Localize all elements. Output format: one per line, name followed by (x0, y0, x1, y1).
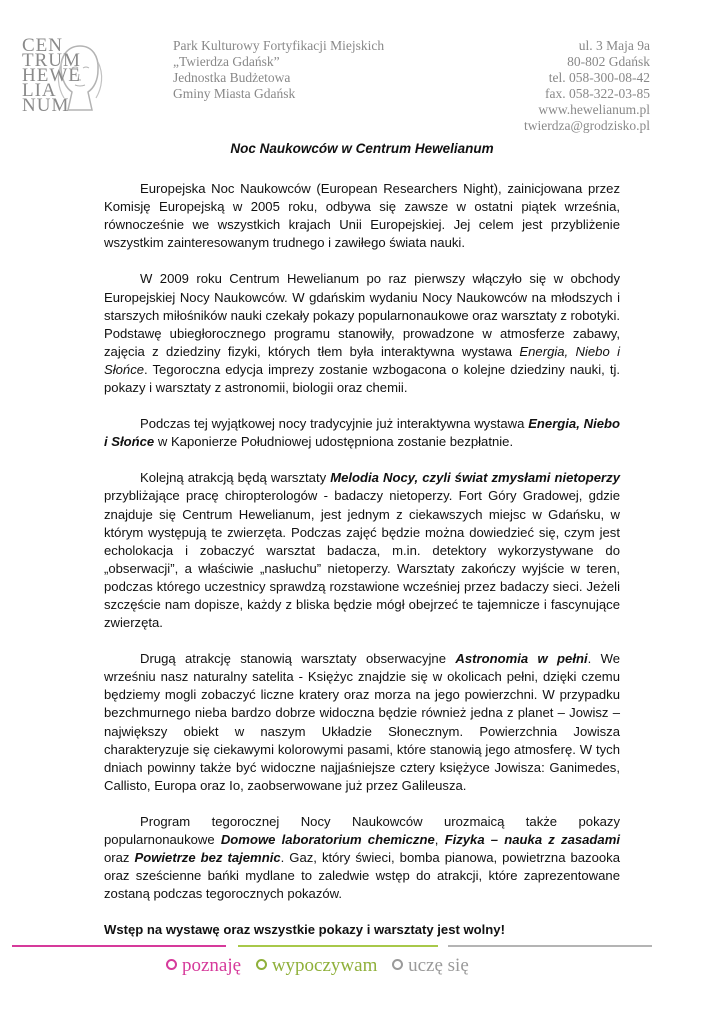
paragraph-bats (104, 469, 620, 632)
org-line: Gminy Miasta Gdańsk (173, 86, 296, 101)
text-span: Kolejną atrakcją będą warsztaty (140, 470, 331, 486)
footer-divider (12, 945, 652, 949)
postal-line: 80-802 Gdańsk (567, 54, 650, 69)
slogan-word: poznaję (182, 955, 242, 976)
logo-line: TRUM (22, 50, 81, 71)
org-line: „Twierdza Gdańsk” (173, 54, 280, 69)
logo-line: HEWE (22, 65, 81, 86)
logo-wordmark (22, 35, 142, 116)
paragraph-2009 (104, 270, 620, 397)
logo-line: NUM (22, 95, 70, 116)
text-span: Drugą atrakcję stanowią warsztaty obserwacyjne (140, 651, 456, 667)
paragraph-intro: Europejska Noc Naukowców (European Researchers Night), zainicjowana przez Komisję Europejską w 2005 roku, odbywa się zawsze w ostatni piątek września, równocześnie we wszystkich krajach Unii Europejskiej. Jej celem jest przybliżenie wszystkim zainteresowanym trudnego i zawiłego świata nauki. (104, 181, 620, 251)
text-span: W 2009 roku Centrum Hewelianum po raz pierwszy włączyło się w obchody Europejskiej Nocy Naukowców. W gdańskim wydaniu Nocy Naukowców na młodszych i starszych miłośników nauki czekały pokazy popularnonaukowe oraz warsztaty z robotyki. Podstawę ubiegłorocznego programu stanowiły, prowadzone w atmosferze zabawy, zajęcia z dziedziny fizyki, których tłem była interaktywna wystawa (104, 271, 620, 359)
workshop-name: Melodia Nocy, czyli świat zmysłami nietoperzy (330, 470, 620, 486)
exhibition-name: Energia, Niebo i Słońce (104, 416, 620, 450)
text-span: . We wrześniu nasz naturalny satelita - Księżyc znajdzie się w okolicach pełni, dzięki czemu będziemy mogli zobaczyć liczne kratery oraz morza na jego powierzchni. W przypadku bezchmurnego nieba bardzo dobrze widoczna będzie również jedna z planet – Jowisz – największy obiekt w naszym Układzie Słonecznym. Powierzchnia Jowisza charakteryzuje się ciekawymi kolorowymi pasami, które stanowią jego atmosferę. W tych dniach powinny także być widoczne najjaśniejsze cztery księżyce Jowisza: Ganimedes, Callisto, Europa oraz Io, zaobserwowane już przez Galileusza. (104, 651, 620, 793)
paragraph-exhibition (104, 415, 620, 451)
pink-divider-line (12, 945, 226, 947)
slogan-word: wypoczywam (271, 955, 378, 976)
hewelianum-logo (22, 35, 142, 118)
workshop-name: Astronomia w pełni (455, 651, 588, 667)
footer-slogan (166, 955, 479, 977)
paragraph-astronomy (104, 650, 620, 795)
free-entry-notice: Wstęp na wystawę oraz wszystkie pokazy i warsztaty jest wolny! (104, 922, 505, 938)
text-span: , (434, 832, 445, 847)
slogan-item (256, 955, 378, 977)
circle-bullet-icon (392, 959, 403, 970)
text-span: . Tegoroczna edycja imprezy zostanie wzbogacona o kolejne dziedziny nauki, tj. pokazy i warsztaty z astronomii, biologii oraz chemii. (104, 361, 620, 396)
org-line: Jednostka Budżetowa (173, 70, 291, 85)
website-link[interactable]: www.hewelianum.pl (538, 102, 650, 117)
phone-line: tel. 058-300-08-42 (548, 70, 650, 85)
address-line: ul. 3 Maja 9a (578, 38, 650, 53)
paragraph-shows (104, 813, 620, 903)
gray-divider-line (448, 945, 652, 947)
show-name: Domowe laboratorium chemiczne (220, 832, 435, 847)
green-divider-line (238, 945, 438, 947)
article-title: Noc Naukowców w Centrum Hewelianum (230, 141, 494, 156)
logo-line: LIA (22, 80, 57, 101)
article-body (104, 140, 620, 939)
circle-bullet-icon (256, 959, 267, 970)
organization-block (173, 38, 384, 102)
text-span: w Kaponierze Południowej udostępniona zostanie bezpłatnie. (154, 434, 514, 450)
slogan-item (392, 955, 469, 977)
fax-line: fax. 058-322-03-85 (545, 86, 650, 101)
text-span: . Gaz, który świeci, bomba pianowa, powietrzna bazooka oraz sześcienne bańki mydlane to zaledwie wstęp do atrakcji, które zaprezentowane zostaną podczas tegorocznych pokazów. (104, 850, 620, 902)
text-span: przybliżające pracę chiropterologów - badaczy nietoperzy. Fort Góry Gradowej, gdzie znajduje się Centrum Hewelianum, jest jednym z ciekawszych miejsc w Gdańsku, w którym występują te zwierzęta. Podczas zajęć będzie można dowiedzieć się, czym jest echolokacja i zobaczyć warsztat badacza, m.in. detektory wykorzystywane do „obserwacji”, a właściwie „nasłuchu” nietoperzy. Warsztaty zakończy wyjście w teren, podczas którego uczestnicy sprawdzą rozstawione wcześniej przez badaczy sieci. Jeżeli szczęście nam dopisze, każdy z bliska będzie mógł obejrzeć te tajemnicze i fascynujące zwierzęta. (104, 488, 620, 631)
slogan-item (166, 955, 241, 977)
exhibition-name: Energia, Niebo i Słońce (104, 343, 620, 377)
contact-block (524, 38, 650, 134)
circle-bullet-icon (166, 959, 177, 970)
show-name: Powietrze bez tajemnic (134, 850, 281, 866)
text-span: Program tegorocznej Nocy Naukowców urozmaicą także pokazy popularnonaukowe (104, 813, 620, 847)
letterhead (0, 35, 724, 138)
email-link[interactable]: twierdza@grodzisko.pl (523, 118, 650, 133)
org-line: Park Kulturowy Fortyfikacji Miejskich (173, 38, 385, 53)
text-span: oraz (104, 850, 135, 866)
text-span: Podczas tej wyjątkowej nocy tradycyjnie już interaktywna wystawa (140, 416, 529, 432)
slogan-word: uczę się (408, 955, 469, 976)
logo-line: CEN (22, 35, 63, 56)
show-name: Fizyka – nauka z zasadami (444, 832, 620, 847)
